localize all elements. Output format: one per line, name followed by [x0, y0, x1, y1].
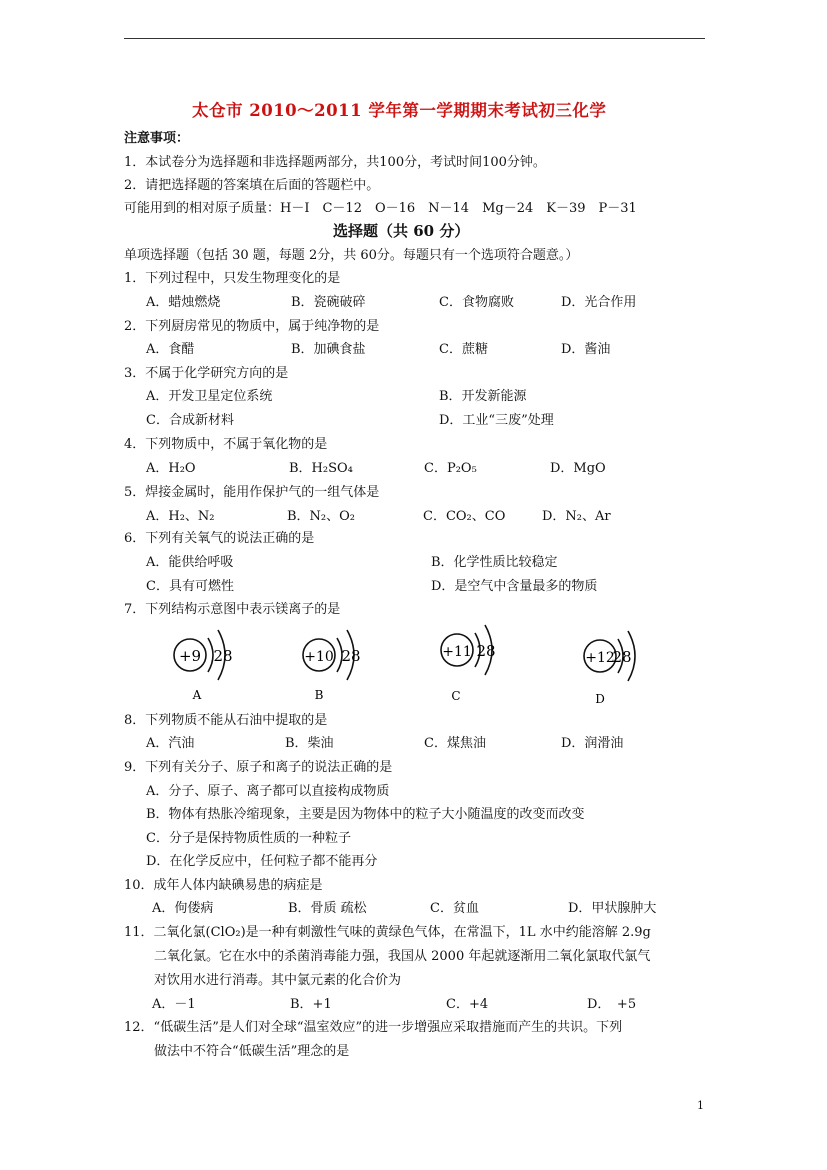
- option-c: C．P₂O₅: [424, 461, 477, 476]
- option-c: C．煤焦油: [424, 736, 486, 751]
- option-d: D．N₂、Ar: [542, 509, 611, 524]
- question-stem: 8．下列物质不能从石油中提取的是: [124, 713, 328, 728]
- option-b: B．瓷碗破碎: [291, 295, 366, 310]
- option-a: A．能供给呼吸: [146, 555, 234, 570]
- option-a: A．食醋: [146, 342, 195, 357]
- electron-shells: 28: [612, 648, 632, 666]
- question-stem-line: 11．二氧化氯(ClO₂)是一种有刺激性气味的黄绿色气体，在常温下，1L 水中约能溶解 2.9g: [124, 925, 651, 940]
- exam-title: 太仓市 2010～2011 学年第一学期期末考试初三化学: [192, 101, 607, 120]
- electron-shells: 28: [213, 647, 233, 665]
- diagram-label: A: [192, 688, 202, 702]
- note-2: 2．请把选择题的答案填在后面的答题栏中。: [124, 178, 380, 193]
- header-rule: [124, 38, 705, 39]
- option-c: C．CO₂、CO: [423, 509, 506, 524]
- nucleus-charge: +9: [178, 647, 202, 665]
- option-d: D．工业“三废”处理: [439, 413, 554, 428]
- question-stem: 9．下列有关分子、原子和离子的说法正确的是: [124, 760, 393, 775]
- option-d: D．光合作用: [561, 295, 637, 310]
- atom-diagram-b: [273, 618, 413, 718]
- option-b: B．H₂SO₄: [289, 461, 353, 476]
- option-c: C．合成新材料: [146, 413, 234, 428]
- diagram-label: C: [451, 689, 461, 703]
- question-stem: 7．下列结构示意图中表示镁离子的是: [124, 602, 341, 617]
- nucleus-charge: +11: [442, 644, 472, 660]
- page-number: 1: [697, 1099, 704, 1112]
- option-d: D．酱油: [561, 342, 611, 357]
- question-stem-line: 12．“低碳生活”是人们对全球“温室效应”的进一步增强应采取措施而产生的共识。下列: [124, 1020, 623, 1035]
- option-a: A．H₂O: [146, 461, 196, 476]
- option-c: C．贫血: [430, 901, 479, 916]
- option-a: A．蜡烛燃烧: [146, 295, 221, 310]
- question-stem-line: 对饮用水进行消毒。其中氯元素的化合价为: [154, 973, 402, 988]
- option-a: A．汽油: [146, 736, 195, 751]
- note-1: 1．本试卷分为选择题和非选择题两部分，共100分，考试时间100分钟。: [124, 155, 546, 170]
- option-a: A．开发卫星定位系统: [146, 389, 273, 404]
- notes-heading: 注意事项：: [124, 131, 190, 146]
- question-stem-line: 二氧化氯。它在水中的杀菌消毒能力强，我国从 2000 年起就逐渐用二氧化氯取代氯气: [154, 949, 651, 964]
- section-title: 选择题（共 60 分）: [333, 222, 470, 240]
- option-b: B．骨质 疏松: [288, 901, 367, 916]
- option-a: A．分子、原子、离子都可以直接构成物质: [146, 784, 390, 799]
- option-a: A．H₂、N₂: [146, 509, 215, 524]
- question-stem: 10．成年人体内缺碘易患的病症是: [124, 878, 323, 893]
- question-stem: 1．下列过程中，只发生物理变化的是: [124, 271, 341, 286]
- option-d: D．在化学反应中，任何粒子都不能再分: [146, 854, 378, 869]
- question-stem: 6．下列有关氧气的说法正确的是: [124, 531, 315, 546]
- question-stem: 3．不属于化学研究方向的是: [124, 366, 289, 381]
- atom-diagram-c: [410, 618, 550, 718]
- option-b: B．开发新能源: [439, 389, 527, 404]
- option-c: C．蔗糖: [439, 342, 488, 357]
- option-d: D．是空气中含量最多的物质: [431, 579, 598, 594]
- section-instructions: 单项选择题（包括 30 题，每题 2分，共 60分。每题只有一个选项符合题意。）: [124, 248, 579, 263]
- electron-shells: 28: [476, 642, 496, 660]
- option-a: A．佝偻病: [152, 901, 214, 916]
- option-b: B．+1: [290, 997, 332, 1012]
- diagram-label: D: [595, 692, 605, 706]
- option-b: B．物体有热胀冷缩现象，主要是因为物体中的粒子大小随温度的改变而改变: [146, 807, 585, 822]
- option-c: C．+4: [446, 997, 489, 1012]
- option-b: B．化学性质比较稳定: [431, 555, 558, 570]
- option-a: A．－1: [152, 997, 196, 1012]
- atom-diagram-a: [150, 618, 290, 718]
- option-c: C．食物腐败: [439, 295, 514, 310]
- option-d: D．MgO: [550, 461, 606, 476]
- option-b: B．加碘食盐: [291, 342, 366, 357]
- question-stem: 4．下列物质中，不属于氧化物的是: [124, 437, 328, 452]
- option-c: C．分子是保持物质性质的一种粒子: [146, 831, 351, 846]
- option-b: B．柴油: [285, 736, 334, 751]
- question-stem: 5．焊接金属时，能用作保护气的一组气体是: [124, 485, 380, 500]
- electron-shells: 28: [341, 647, 361, 665]
- diagram-label: B: [314, 688, 324, 702]
- option-d: D．甲状腺肿大: [568, 901, 657, 916]
- nucleus-charge: +12: [585, 650, 615, 666]
- option-c: C．具有可燃性: [146, 579, 234, 594]
- atom-diagram-d: [553, 618, 693, 718]
- atomic-masses: 可能用到的相对原子质量：H－I C－12 O－16 N－14 Mg－24 K－39 P－31: [124, 201, 637, 216]
- option-d: D． +5: [587, 997, 637, 1012]
- option-b: B．N₂、O₂: [287, 509, 356, 524]
- nucleus-charge: +10: [304, 649, 334, 665]
- question-stem-line: 做法中不符合“低碳生活”理念的是: [154, 1044, 350, 1059]
- option-d: D．润滑油: [561, 736, 624, 751]
- question-stem: 2．下列厨房常见的物质中，属于纯净物的是: [124, 319, 380, 334]
